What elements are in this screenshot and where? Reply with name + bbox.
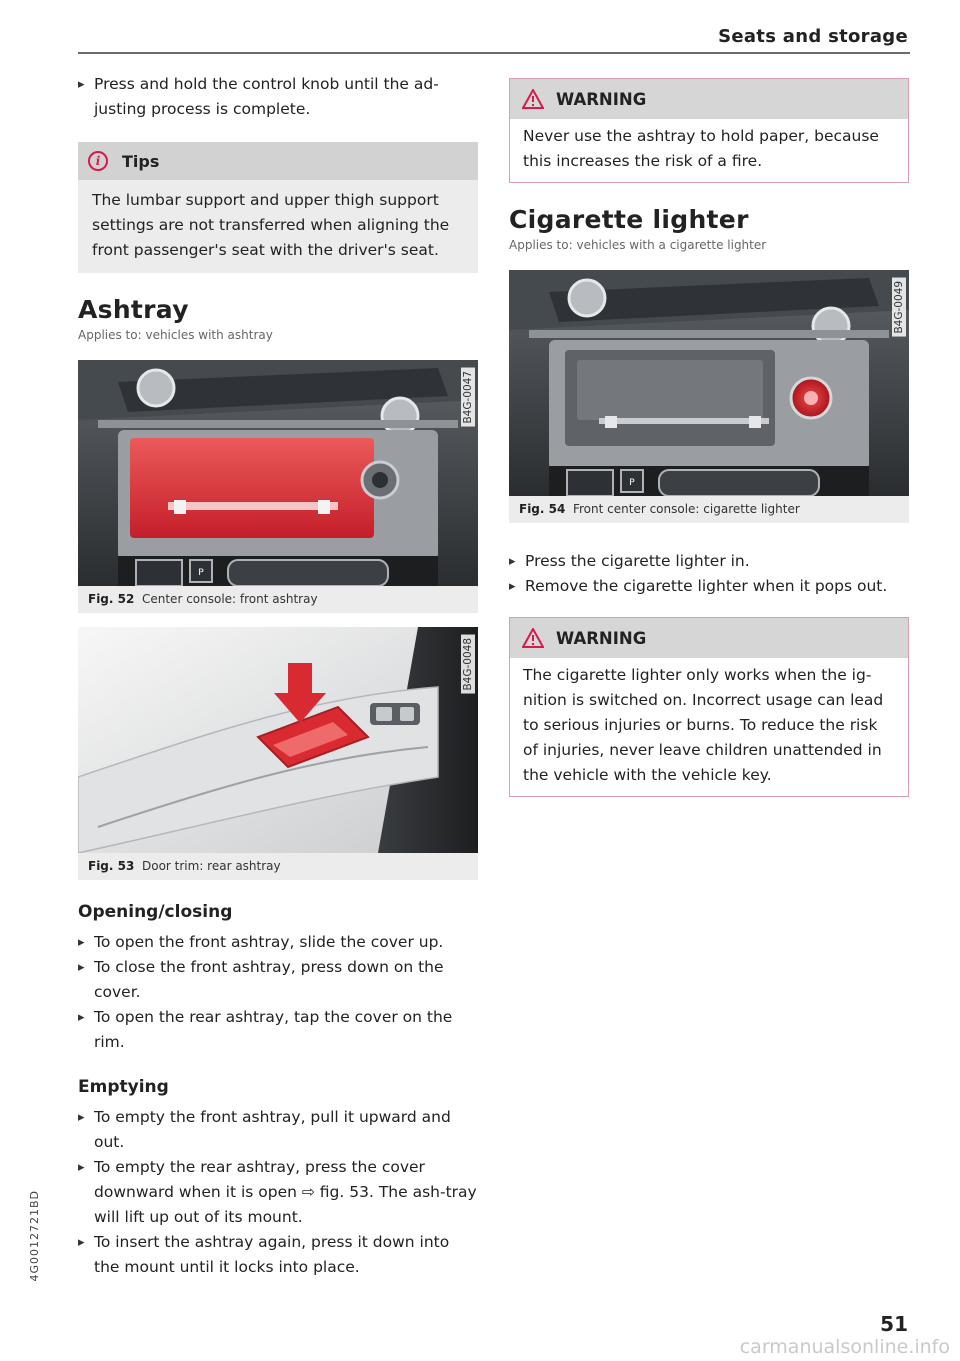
figure-52 [78, 360, 478, 613]
warning-body: Never use the ashtray to hold paper, because this increases the risk of a fire. [523, 127, 879, 170]
list-item: ▸ To open the front ashtray, slide the cover up. [78, 930, 478, 955]
cigarette-lighter-photo [509, 270, 909, 496]
lighter-steps [509, 549, 909, 599]
figure-code: B4G-0047 [461, 368, 475, 427]
figure-label: Fig. 54 [519, 502, 566, 516]
list-item: ▸ To close the front ashtray, press down on the cover. [78, 955, 478, 1005]
running-head: Seats and storage [718, 26, 908, 47]
warning-header [510, 618, 908, 658]
lighter-applies: Applies to: vehicles with a cigarette lighter [509, 238, 767, 252]
tips-title: Tips [122, 151, 160, 171]
svg-text:P: P [629, 478, 635, 488]
watermark: carmanualsonline.info [739, 1336, 950, 1358]
right-column [509, 72, 909, 797]
figure-54 [509, 270, 909, 523]
intro-bullet: ▸ Press and hold the control knob until the ad-justing process is complete. [78, 72, 478, 122]
ashtray-applies: Applies to: vehicles with ashtray [78, 328, 273, 342]
figure-caption [509, 496, 909, 523]
info-icon: i [88, 151, 108, 171]
rear-ashtray-illustration [78, 627, 478, 853]
list-item: ▸ To empty the front ashtray, pull it upward and out. [78, 1105, 478, 1155]
figure-caption [78, 853, 478, 880]
warning-box [509, 78, 909, 183]
cigarette-lighter-illustration [509, 270, 909, 496]
figure-label: Fig. 53 [88, 859, 135, 873]
figure-caption-text: Center console: front ashtray [141, 592, 318, 606]
figure-code: B4G-0049 [892, 278, 906, 337]
tips-body: The lumbar support and upper thigh support settings are not transferred when aligning the front passenger's seat with the driver's seat. [92, 191, 450, 259]
list-item: ▸ To insert the ashtray again, press it down into the mount until it locks into place. [78, 1230, 478, 1280]
warning-body: The cigarette lighter only works when the ig-nition is switched on. Incorrect usage can lead to serious injuries or burns. To reduce the risk of injuries, never leave children unattended in the vehicle with the vehicle key. [523, 666, 884, 784]
list-item: ▸ Press the cigarette lighter in. [509, 549, 909, 574]
ashtray-heading: Ashtray [78, 295, 189, 324]
emptying-heading: Emptying [78, 1077, 169, 1097]
list-item: ▸ To empty the rear ashtray, press the cover downward when it is open ⇨ fig. 53. The ash-tray will lift up out of its mount. [78, 1155, 478, 1230]
warning-box [509, 617, 909, 797]
front-ashtray-illustration [78, 360, 478, 586]
figure-label: Fig. 52 [88, 592, 135, 606]
header-rule [78, 52, 910, 54]
figure-code: B4G-0048 [461, 635, 475, 694]
warning-triangle-icon [522, 628, 544, 648]
document-code: 4G0012721BD [28, 1190, 41, 1282]
tips-box [78, 142, 478, 273]
rear-ashtray-photo [78, 627, 478, 853]
warning-triangle-icon [522, 89, 544, 109]
list-item: ▸ To open the rear ashtray, tap the cover on the rim. [78, 1005, 478, 1055]
svg-text:P: P [198, 568, 204, 578]
tips-header [78, 142, 478, 180]
opening-heading: Opening/closing [78, 902, 233, 922]
warning-header [510, 79, 908, 119]
page-number: 51 [880, 1312, 908, 1336]
figure-caption [78, 586, 478, 613]
figure-caption-text: Front center console: cigarette lighter [572, 502, 800, 516]
left-column [78, 72, 478, 1280]
figure-53 [78, 627, 478, 880]
figure-caption-text: Door trim: rear ashtray [141, 859, 281, 873]
lighter-heading: Cigarette lighter [509, 205, 749, 234]
list-item: ▸ Remove the cigarette lighter when it pops out. [509, 574, 909, 599]
front-ashtray-photo [78, 360, 478, 586]
warning-title: WARNING [556, 89, 647, 109]
warning-title: WARNING [556, 628, 647, 648]
